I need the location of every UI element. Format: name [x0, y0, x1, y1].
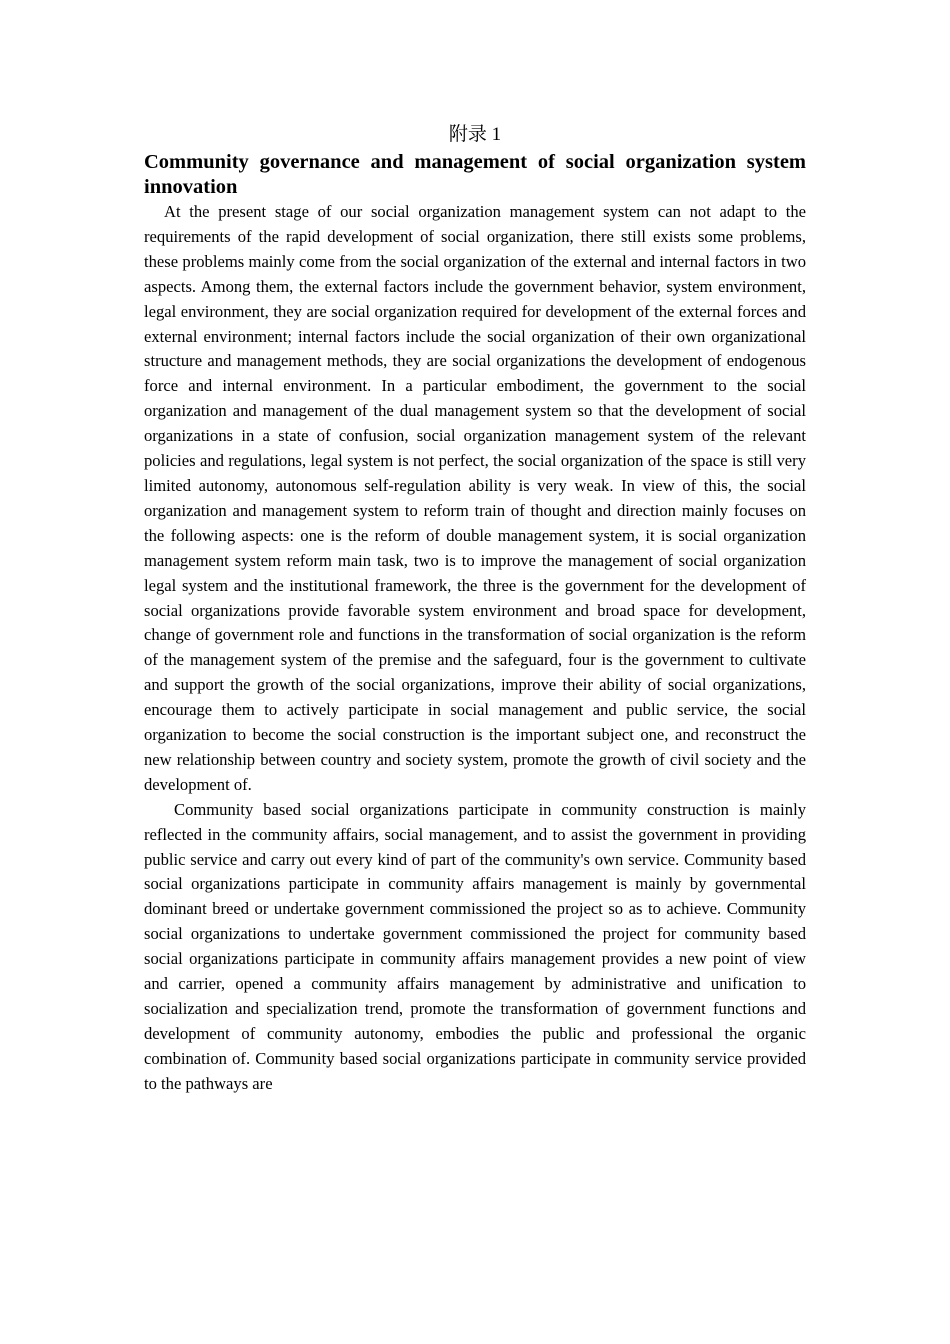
body-paragraph-1: At the present stage of our social organization management system can not adapt to the requirements of the rapid development of social organization, there still exists some problems, these problems mainly come from the social organization of the external and internal factors in two aspects. Among them, the external factors include the government behavior, system environment, legal environment, they are social organization required for development of the external forces and external environment; internal factors include the social organization of their own organizational structure and management methods, they are social organizations the development of endogenous force and internal environment. In a particular embodiment, the government to the social organization and management of the dual management system so that the development of social organizations in a state of confusion, social organization management system of the relevant policies and regulations, legal system is not perfect, the social organization of the space is still very limited autonomy, autonomous self-regulation ability is very weak. In view of this, the social organization and management system to reform train of thought and direction mainly focuses on the following aspects: one is the reform of double management system, it is social organization management system reform main task, two is to improve the management of social organization legal system and the institutional framework, the three is the government for the development of social organizations provide favorable system environment and broad space for development, change of government role and functions in the transformation of social organization is the reform of the management system of the premise and the safeguard, four is the government to cultivate and support the growth of the social organizations, improve their ability of social organizations, encourage them to actively participate in social management and public service, the social organization to become the social construction is the important subject one, and reconstruct the new relationship between country and society system, promote the growth of civil society and the development of. — [144, 202, 806, 794]
document-title: Community governance and management of social organization system innovation — [144, 151, 806, 198]
appendix-label: 附录 1 — [448, 124, 502, 145]
document-page — [144, 120, 806, 1097]
body-paragraph-2: Community based social organizations participate in community construction is mainly reflected in the community affairs, social management, and to assist the government in providing public service and carry out every kind of part of the community's own service. Community based social organizations participate in community affairs management is mainly by governmental dominant breed or undertake government commissioned the project so as to achieve. Community social organizations to undertake government commissioned the project for community based social organizations participate in community affairs management provides a new point of view and carrier, opened a community affairs management by administrative and unification to socialization and specialization trend, promote the transformation of government functions and development of community autonomy, embodies the public and professional the organic combination of. Community based social organizations participate in community service provided to the pathways are — [144, 799, 806, 1093]
